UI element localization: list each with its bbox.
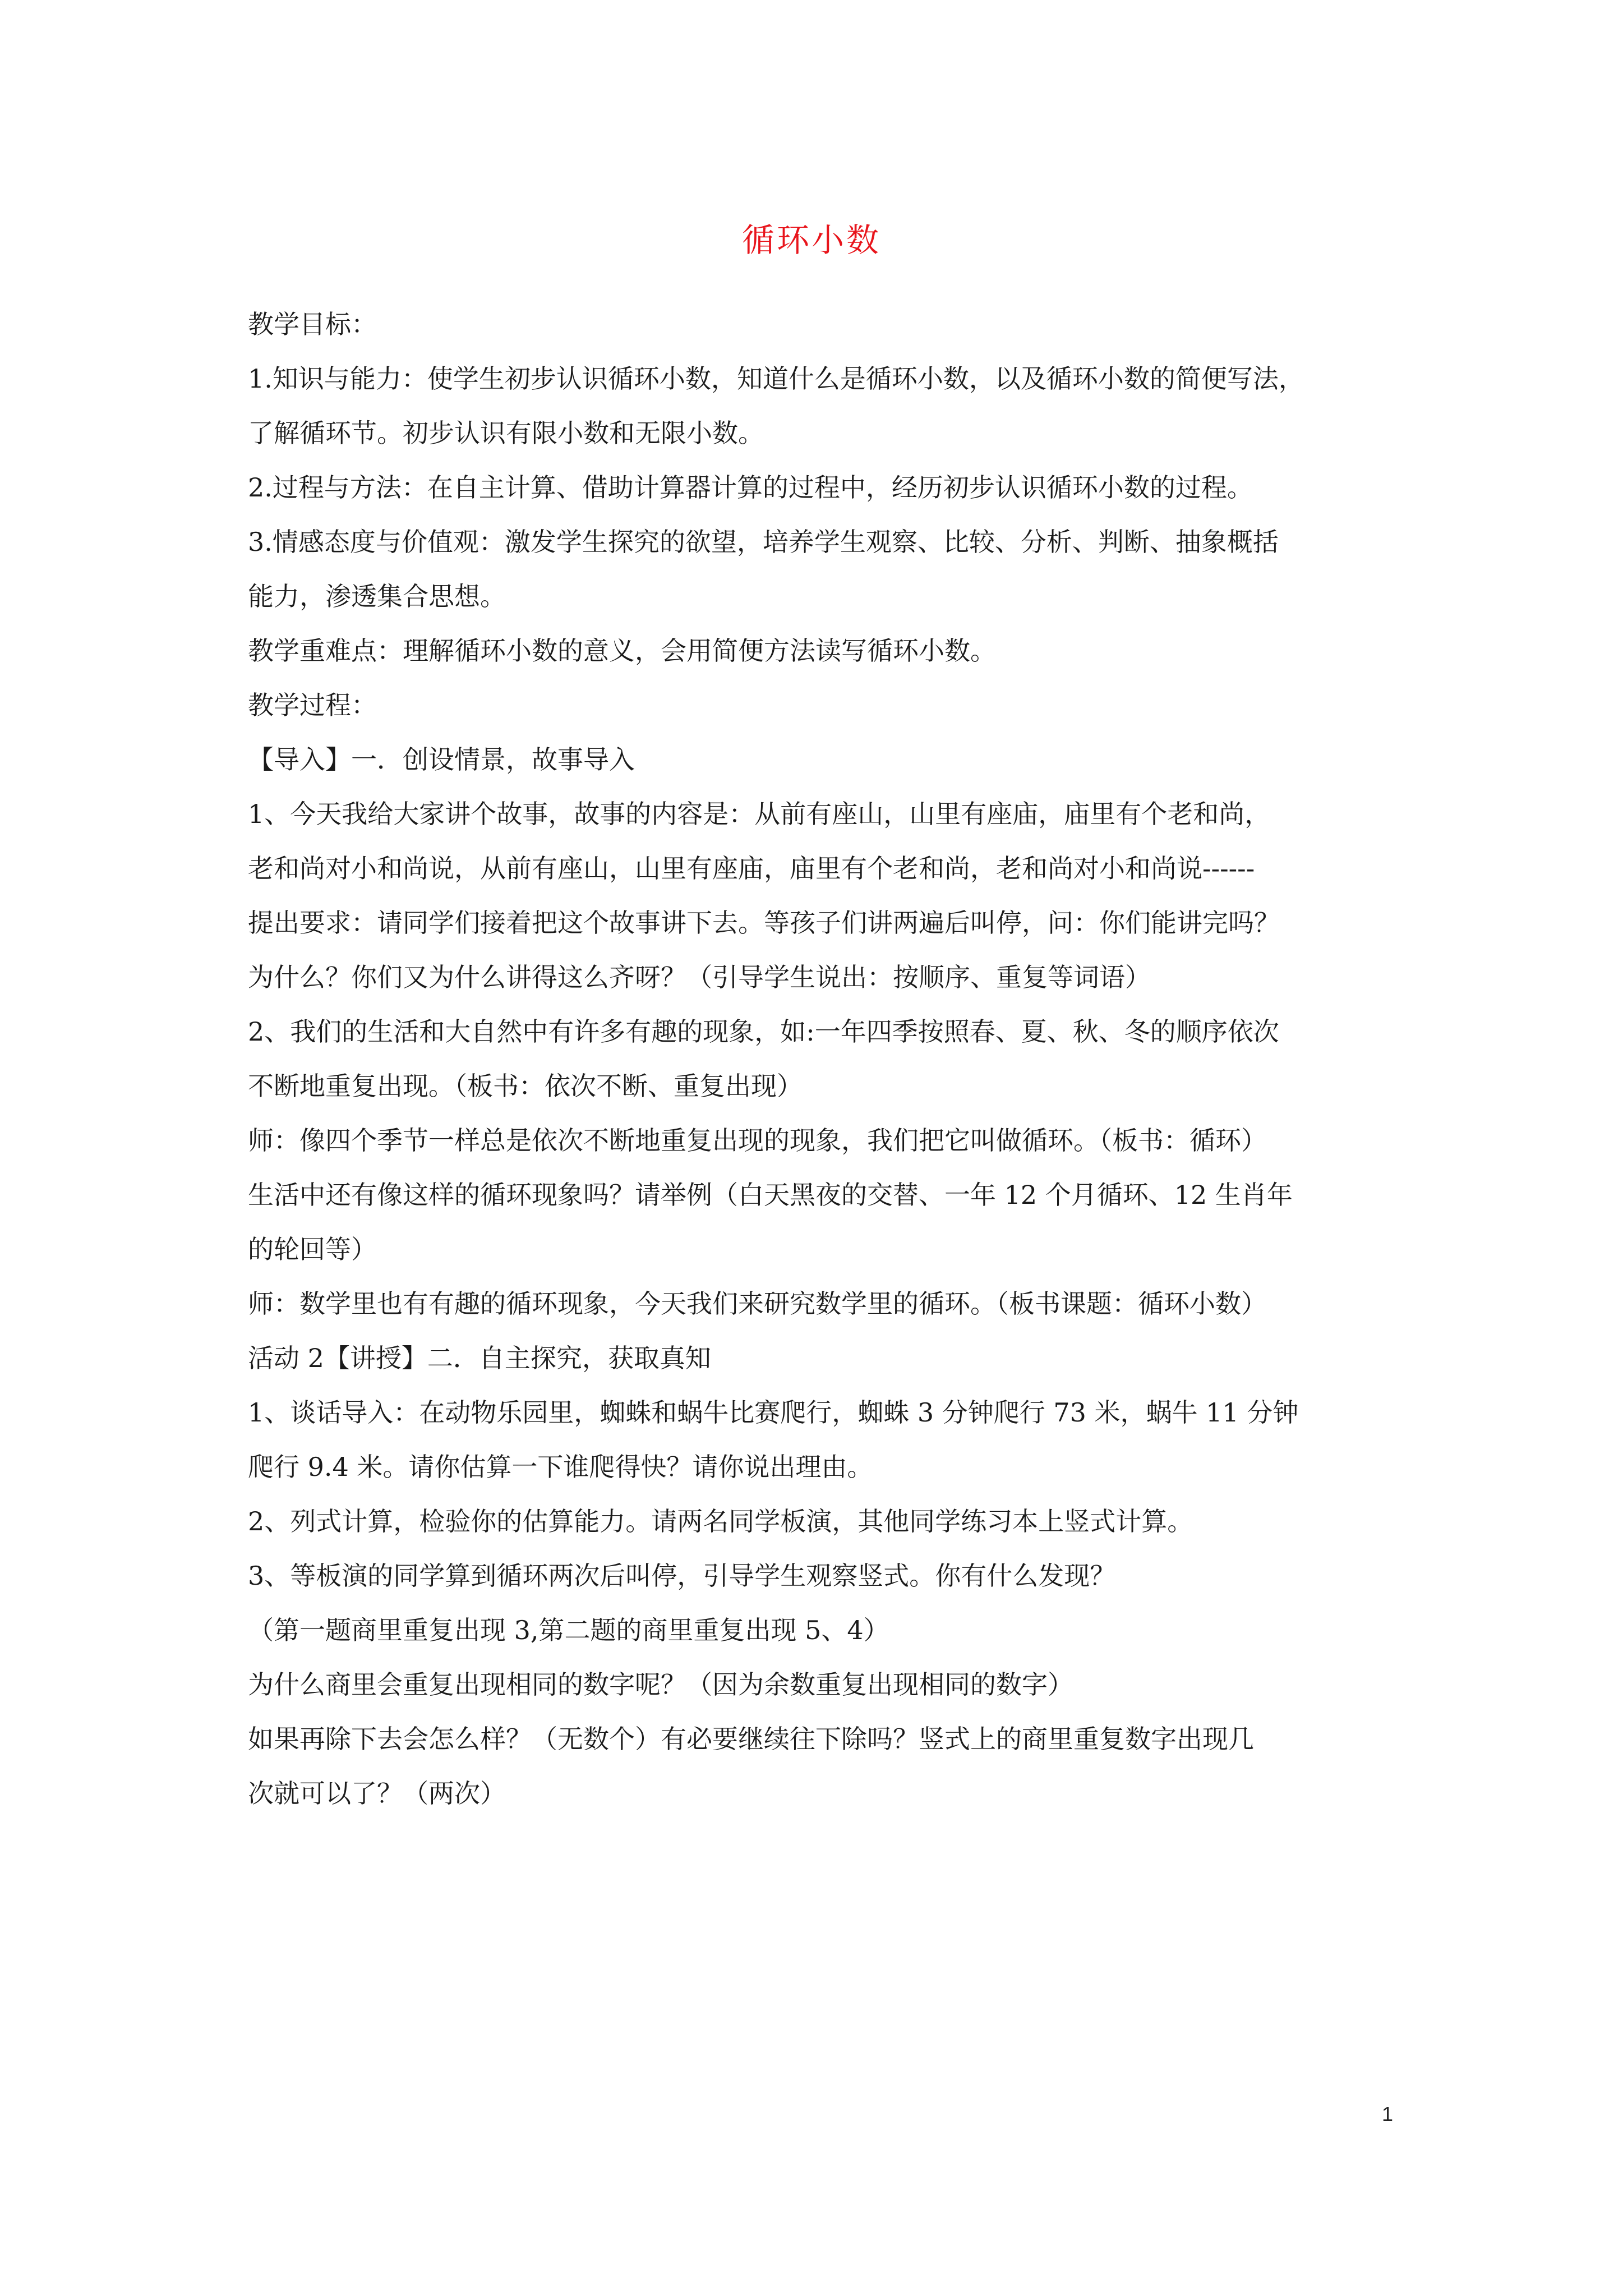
text-line: 老和尚对小和尚说，从前有座山，山里有座庙，庙里有个老和尚，老和尚对小和尚说------: [248, 853, 1255, 884]
text-line: 为什么？你们又为什么讲得这么齐呀？（引导学生说出：按顺序、重复等词语）: [248, 962, 1151, 992]
text-line: 提出要求：请同学们接着把这个故事讲下去。等孩子们讲两遍后叫停，问：你们能讲完吗？: [248, 908, 1280, 938]
text-line: 能力，渗透集合思想。: [248, 581, 506, 611]
text-line: 活动 2【讲授】二．自主探究，获取真知: [248, 1343, 711, 1373]
text-line: 教学目标：: [248, 309, 377, 339]
text-line: 1、谈话导入：在动物乐园里，蜘蛛和蜗牛比赛爬行，蜘蛛 3 分钟爬行 73 米，蜗牛 11 分钟: [248, 1397, 1299, 1428]
text-line: 师：像四个季节一样总是依次不断地重复出现的现象，我们把它叫做循环。（板书：循环）: [248, 1125, 1267, 1156]
text-line: 2.过程与方法：在自主计算、借助计算器计算的过程中，经历初步认识循环小数的过程。: [248, 472, 1253, 503]
text-line: 3.情感态度与价值观：激发学生探究的欲望，培养学生观察、比较、分析、判断、抽象概括: [248, 527, 1279, 557]
text-line: 师：数学里也有有趣的循环现象，今天我们来研究数学里的循环。（板书课题：循环小数）: [248, 1289, 1267, 1319]
document-title: 循环小数: [741, 221, 881, 259]
text-line: 生活中还有像这样的循环现象吗？请举例（白天黑夜的交替、一年 12 个月循环、12 生肖年: [248, 1180, 1293, 1210]
text-line: 3、等板演的同学算到循环两次后叫停，引导学生观察竖式。你有什么发现？: [248, 1561, 1116, 1591]
text-line: 1、今天我给大家讲个故事，故事的内容是：从前有座山，山里有座庙，庙里有个老和尚，: [248, 799, 1271, 829]
text-line: 如果再除下去会怎么样？（无数个）有必要继续往下除吗？竖式上的商里重复数字出现几: [248, 1724, 1254, 1754]
text-line: 次就可以了？（两次）: [248, 1778, 506, 1809]
text-line: 为什么商里会重复出现相同的数字呢？（因为余数重复出现相同的数字）: [248, 1669, 1073, 1700]
text-line: 【导入】一．创设情景，故事导入: [248, 744, 635, 775]
text-line: （第一题商里重复出现 3,第二题的商里重复出现 5、4）: [248, 1615, 889, 1645]
document-body: [248, 297, 1392, 1821]
text-line: 爬行 9.4 米。请你估算一下谁爬得快？请你说出理由。: [248, 1452, 873, 1482]
page-number: 1: [1381, 2102, 1393, 2125]
text-line: 的轮回等）: [248, 1234, 377, 1264]
text-line: 2、列式计算，检验你的估算能力。请两名同学板演，其他同学练习本上竖式计算。: [248, 1506, 1193, 1536]
text-line: 教学重难点：理解循环小数的意义，会用简便方法读写循环小数。: [248, 636, 996, 666]
text-line: 教学过程：: [248, 690, 377, 720]
text-line: 不断地重复出现。（板书：依次不断、重复出现）: [248, 1071, 803, 1101]
text-line: 1.知识与能力：使学生初步认识循环小数，知道什么是循环小数，以及循环小数的简便写法，: [248, 364, 1304, 394]
text-line: 了解循环节。初步认识有限小数和无限小数。: [248, 418, 764, 448]
text-line: 2、我们的生活和大自然中有许多有趣的现象，如:一年四季按照春、夏、秋、冬的顺序依次: [248, 1016, 1279, 1047]
